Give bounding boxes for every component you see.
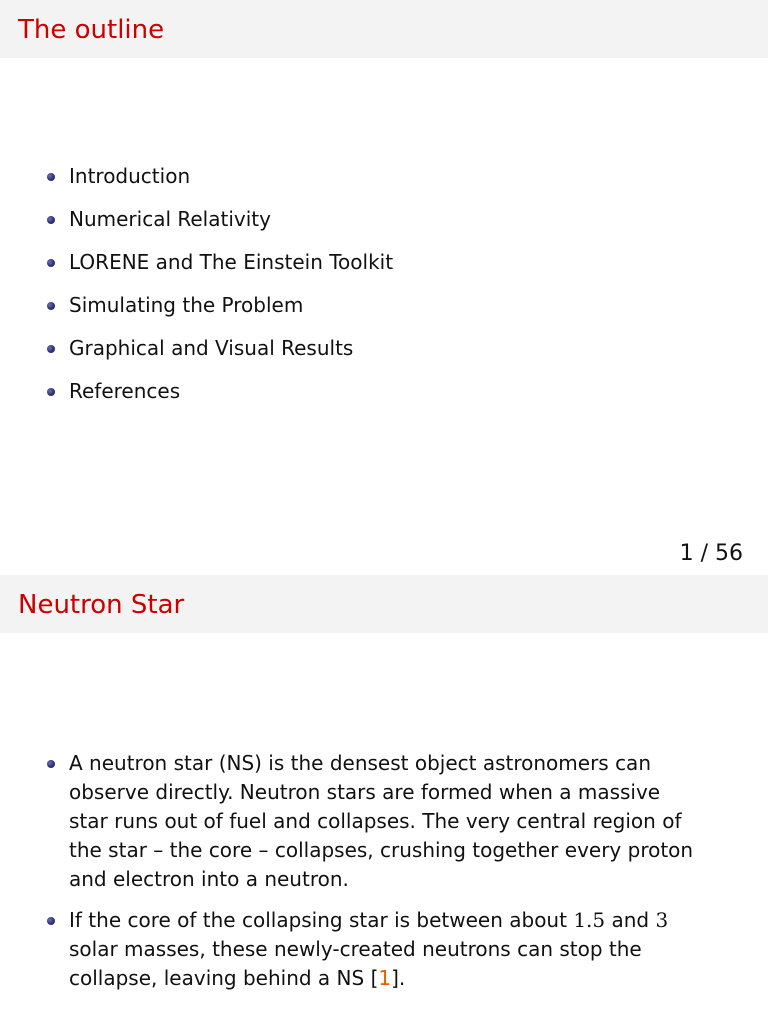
ball-bullet-icon bbox=[47, 760, 55, 768]
outline-item-numerical-relativity bbox=[0, 205, 393, 248]
bullet-text-middle: solar masses, these newly-created neutrons can stop the collapse, leaving behind a NS [ bbox=[69, 937, 642, 990]
slide-title: Neutron Star bbox=[18, 590, 185, 620]
outline-item-label: References bbox=[69, 379, 181, 403]
mass-low-value: 1.5 bbox=[573, 908, 606, 932]
ball-bullet-icon bbox=[47, 388, 55, 396]
slide-title-bar bbox=[0, 0, 768, 58]
page-number: 1 / 56 bbox=[679, 541, 743, 566]
slide-title: The outline bbox=[18, 15, 165, 45]
slide-title-bar bbox=[0, 575, 768, 633]
outline-item-lorene bbox=[0, 248, 393, 291]
ball-bullet-icon bbox=[47, 345, 55, 353]
outline-item-label: Numerical Relativity bbox=[69, 207, 271, 231]
neutron-star-bullets bbox=[0, 749, 700, 1005]
outline-item-label: Simulating the Problem bbox=[69, 293, 304, 317]
ball-bullet-icon bbox=[47, 302, 55, 310]
ball-bullet-icon bbox=[47, 259, 55, 267]
outline-item-label: Graphical and Visual Results bbox=[69, 336, 354, 360]
outline-item-label: LORENE and The Einstein Toolkit bbox=[69, 250, 394, 274]
outline-list bbox=[0, 162, 393, 420]
mass-high-value: 3 bbox=[655, 908, 669, 932]
bullet-text-and: and bbox=[605, 908, 656, 932]
outline-item-simulating bbox=[0, 291, 393, 334]
bullet-text-end: ]. bbox=[391, 966, 406, 990]
bullet-mass-range bbox=[0, 906, 700, 993]
outline-item-results bbox=[0, 334, 393, 377]
slide-neutron-star bbox=[0, 575, 768, 1024]
outline-item-references bbox=[0, 377, 393, 420]
bullet-text-start: If the core of the collapsing star is between about bbox=[69, 908, 574, 932]
ball-bullet-icon bbox=[47, 917, 55, 925]
bullet-text: A neutron star (NS) is the densest object astronomers can observe directly. Neutron stars are formed when a massive star runs out of fuel and collapses. The very central region of the star – the core – collapses, crushing together every proton and electron into a neutron. bbox=[69, 751, 694, 891]
citation-link[interactable]: 1 bbox=[378, 966, 392, 990]
outline-item-label: Introduction bbox=[69, 164, 191, 188]
ball-bullet-icon bbox=[47, 216, 55, 224]
ball-bullet-icon bbox=[47, 173, 55, 181]
bullet-definition bbox=[0, 749, 700, 894]
outline-item-introduction bbox=[0, 162, 393, 205]
